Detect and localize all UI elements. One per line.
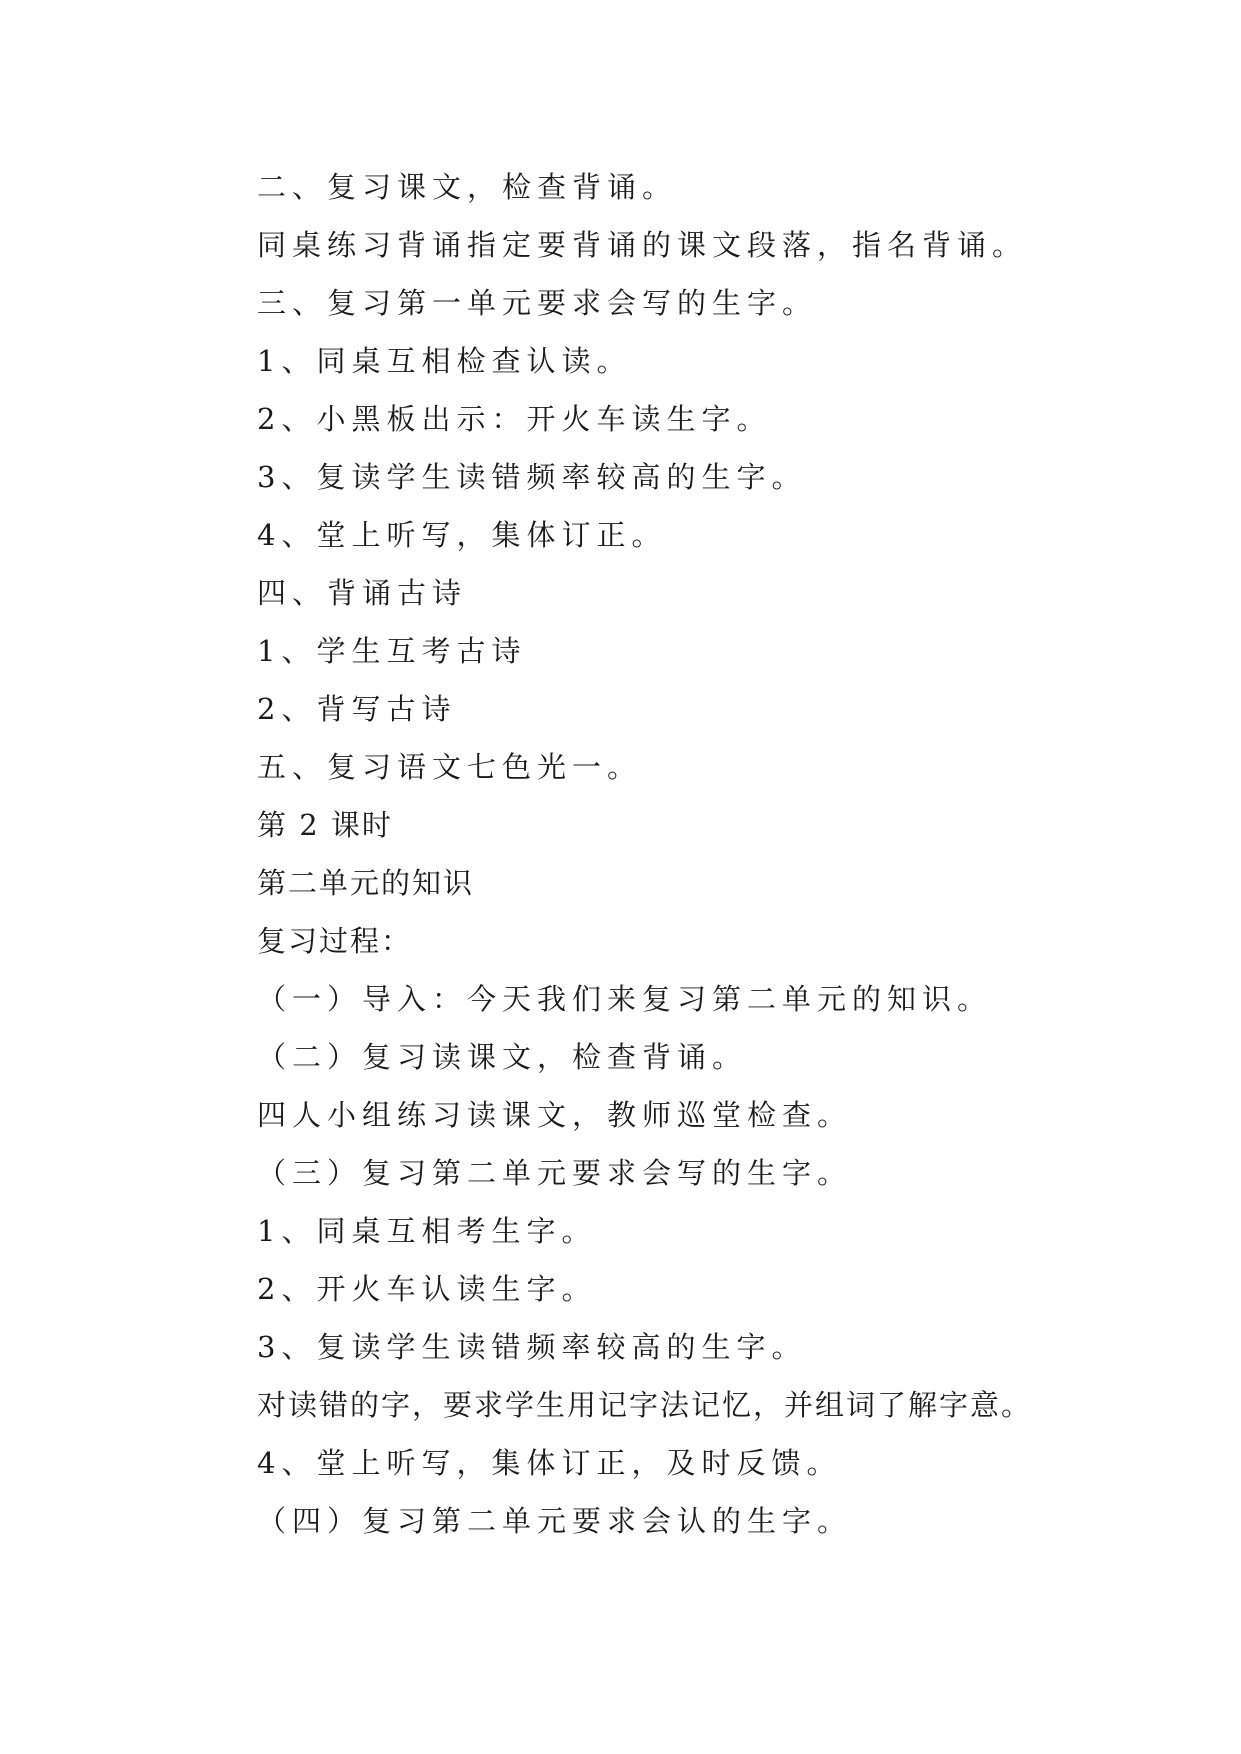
section-heading: 五、复习语文七色光一。 <box>257 750 643 784</box>
list-item: 4、堂上听写，集体订正。 <box>257 518 667 552</box>
section-heading: 三、复习第一单元要求会写的生字。 <box>257 286 818 320</box>
document-body <box>257 158 1157 1550</box>
section-heading: 二、复习课文，检查背诵。 <box>257 170 678 204</box>
list-item: 4、堂上听写，集体订正，及时反馈。 <box>257 1446 842 1480</box>
paragraph: 同桌练习背诵指定要背诵的课文段落，指名背诵。 <box>257 228 1028 262</box>
section-heading: 四、背诵古诗 <box>257 576 468 610</box>
lesson-heading: 第 2 课时 <box>257 808 393 842</box>
subsection-heading: （一）导入：今天我们来复习第二单元的知识。 <box>257 982 993 1016</box>
subsection-heading: （二）复习读课文，检查背诵。 <box>257 1040 748 1074</box>
list-item: 2、开火车认读生字。 <box>257 1272 597 1306</box>
list-item: 3、复读学生读错频率较高的生字。 <box>257 1330 807 1364</box>
process-label: 复习过程： <box>257 924 413 958</box>
list-item: 1、学生互考古诗 <box>257 634 527 668</box>
list-item: 3、复读学生读错频率较高的生字。 <box>257 460 807 494</box>
lesson-subtitle: 第二单元的知识 <box>257 866 475 900</box>
list-item: 1、同桌互相考生字。 <box>257 1214 597 1248</box>
subsection-heading: （三）复习第二单元要求会写的生字。 <box>257 1156 853 1190</box>
list-item: 2、小黑板出示：开火车读生字。 <box>257 402 772 436</box>
list-item: 1、同桌互相检查认读。 <box>257 344 632 378</box>
list-item: 2、背写古诗 <box>257 692 457 726</box>
subsection-heading: （四）复习第二单元要求会认的生字。 <box>257 1504 853 1538</box>
paragraph: 四人小组练习读课文，教师巡堂检查。 <box>257 1098 853 1132</box>
paragraph: 对读错的字，要求学生用记字法记忆，并组词了解字意。 <box>257 1388 1033 1422</box>
